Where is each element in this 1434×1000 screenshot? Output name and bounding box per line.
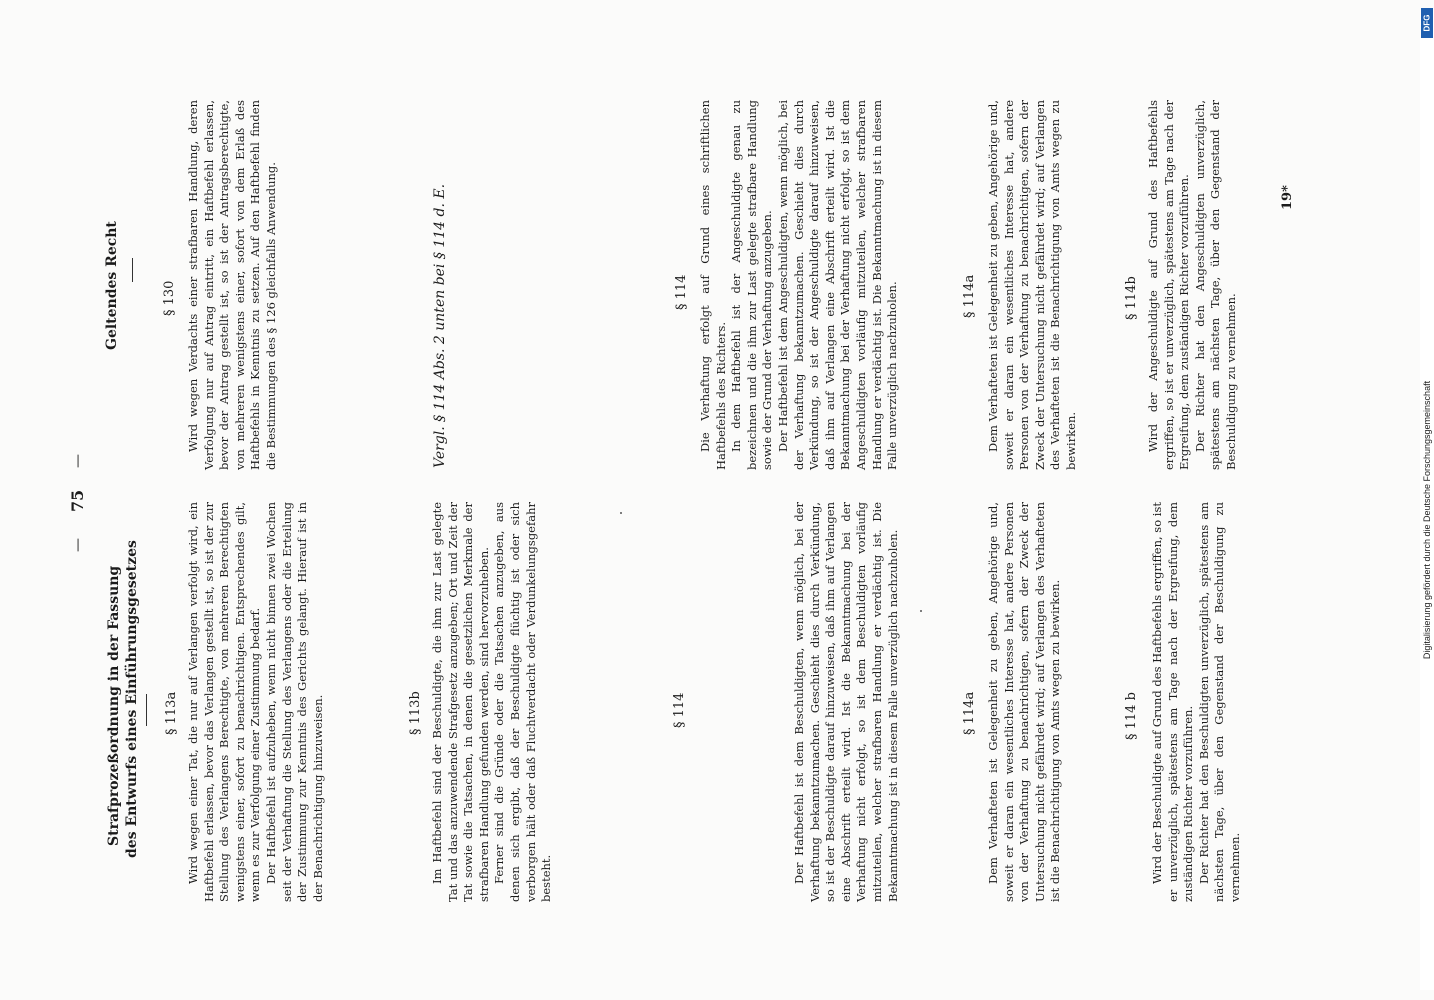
s113b-para-2: Ferner sind die Gründe oder die Tatsachen anzugeben, aus denen sich ergibt, daß der Beschuldigte flüchtig ist oder sich verborgen hält oder daß Fluchtverdacht oder Verdunkelungsgefahr besteht. (492, 502, 554, 902)
scan-speck (620, 512, 622, 514)
s113a-text (186, 502, 326, 902)
right-s114-para-2: In dem Haftbefehl ist der Angeschuldigte genau zu bezeichnen und die ihm zur Last gelegte strafbare Handlung sowie der Grund der Verhaftung anzugeben. (729, 100, 775, 470)
right-heading: Geltendes Recht (104, 221, 120, 350)
left-heading-line2: des Entwurfs eines Einführungsgesetzes (124, 540, 140, 858)
left-s114b-para-2: Der Richter hat den Beschuldigten unverzüglich, spätestens am nächsten Tage, über den Gegenstand der Beschuldigung zu vernehmen. (1196, 502, 1242, 902)
s130-para-1: Wird wegen Verdachts einer strafbaren Handlung, deren Verfolgung nur auf Antrag eintritt, ein Haftbefehl erlassen, bevor der Antrag gestellt ist, so ist der Antragsberechtigte, von mehreren wenigstens einer, sofort von dem Erlaß des Haftbefehls in Kenntnis zu setzen. Auf den Haftbefehl finden die Bestimmungen des § 126 gleichfalls Anwendung. (186, 100, 278, 470)
left-s114a-text (986, 502, 1064, 902)
reference-note: Vergl. § 114 Abs. 2 unten bei § 114 d. E. (432, 183, 448, 468)
page-number: 75 (68, 489, 87, 512)
left-s114-para-1: Der Haftbefehl ist dem Beschuldigten, wenn möglich, bei der Verhaftung bekanntzumachen. Geschieht dies durch Verkündung, so ist der Beschuldigte darauf hinzuweisen, daß ihm auf Verlangen eine Abschrift erteilt wird. Ist die Bekanntmachung bei der Verhaftung nicht erfolgt, so ist dem Beschuldigten vorläufig mitzuteilen, welcher strafbaren Handlung er verdächtig ist. Die Bekanntmachung ist in diesem Falle unverzüglich nachzuholen. (792, 502, 900, 902)
right-s114b-para-1: Wird der Angeschuldigte auf Grund des Haftbefehls ergriffen, so ist er unverzüglich, spätestens am Tage nach der Ergreifung, dem zuständigen Richter vorzuführen. (1146, 100, 1192, 470)
right-heading-rule (132, 258, 133, 282)
right-s114b-text (1146, 100, 1240, 470)
left-s114a-title: § 114a (962, 691, 977, 735)
dfg-logo-text: DFG (1422, 14, 1432, 32)
right-s114-title: § 114 (674, 274, 689, 310)
s113a-para-1: Wird wegen einer Tat, die nur auf Verlangen verfolgt wird, ein Haftbefehl erlassen, bevor das Verlangen gestellt ist, so ist der zur Stellung des Verlangens Berechtigte, von mehreren Berechtigten wenigstens einer, sofort zu benachrichtigen. Entsprechendes gilt, wenn es zur Verfolgung einer Zustimmung bedarf. (186, 502, 263, 902)
s113a-para-2: Der Haftbefehl ist aufzuheben, wenn nicht binnen zwei Wochen seit der Verhaftung die Stellung des Verlangens oder die Erteilung der Zustimmung zur Kenntnis des Gerichts gelangt. Hierauf ist in der Benachrichtigung hinzuweisen. (263, 502, 325, 902)
heading-rule (146, 694, 147, 726)
left-s114-text (792, 502, 901, 902)
page-dash-right: — (70, 454, 86, 468)
left-s114a-para-1: Dem Verhafteten ist Gelegenheit zu geben, Angehörige und, soweit er daran ein wesentliches Interesse hat, andere Personen von der Verhaftung zu benachrichtigen, sofern der Zweck der Untersuchung nicht gefährdet wird; auf Verlangen des Verhafteten ist die Benachrichtigung von Amts wegen zu bewirken. (986, 502, 1063, 902)
right-s114-para-3: Der Haftbefehl ist dem Angeschuldigten, wenn möglich, bei der Verhaftung bekanntzumachen. Geschieht dies durch Verkündung, so ist der Angeschuldigte darauf hinzuweisen, daß ihm auf Verlangen eine Abschrift erteilt wird. Ist die Bekanntmachung bei der Verhaftung nicht erfolgt, so ist dem Angeschuldigten vorläufig mitzuteilen, welcher strafbaren Handlung er verdächtig ist. Die Bekanntmachung ist in diesem Falle unverzüglich nachzuholen. (775, 100, 900, 470)
page-dash-left: — (70, 538, 86, 552)
right-s114b-para-2: Der Richter hat den Angeschuldigten unverzüglich, spätestens am nächsten Tage, über den Gegenstand der Beschuldigung zu vernehmen. (1192, 100, 1238, 470)
digitization-note: Digitalisierung gefördert durch die Deutsche Forschungsgemeinschaft (1422, 380, 1432, 660)
signature-mark: 19* (1280, 185, 1295, 210)
left-s114b-title: § 114 b (1124, 692, 1139, 740)
left-s114-title: § 114 (672, 692, 687, 728)
left-s114b-para-1: Wird der Beschuldigte auf Grund des Haftbefehls ergriffen, so ist er unverzüglich, spätestens am Tage nach der Ergreifung, dem zuständigen Richter vorzuführen. (1150, 502, 1196, 902)
s130-title: § 130 (162, 280, 177, 316)
left-heading-line1: Strafprozeßordnung in der Fassung (106, 565, 122, 846)
right-s114-para-1: Die Verhaftung erfolgt auf Grund eines schriftlichen Haftbefehls des Richters. (698, 100, 728, 470)
s130-text (186, 100, 280, 470)
right-s114-text (698, 100, 901, 470)
left-s114b-text (1150, 502, 1244, 902)
scan-speck (920, 610, 922, 612)
s113b-text (430, 502, 555, 902)
right-s114b-title: § 114b (1124, 276, 1139, 320)
s113b-para-1: Im Haftbefehl sind der Beschuldigte, die ihm zur Last gelegte Tat und das anzuwendende Strafgesetz anzugeben; Ort und Zeit der Tat sowie die Tatsachen, in denen die gesetzlichen Merkmale der strafbaren Handlung gefunden werden, sind hervorzuheben. (430, 502, 491, 902)
dfg-logo (1421, 8, 1433, 38)
right-s114a-para-1: Dem Verhafteten ist Gelegenheit zu geben, Angehörige und, soweit er daran ein wesentliches Interesse hat, andere Personen von der Verhaftung zu benachrichtigen, sofern der Zweck der Untersuchung nicht gefährdet wird; auf Verlangen des Verhafteten ist die Benachrichtigung von Amts wegen zu bewirken. (986, 100, 1078, 470)
s113b-title: § 113b (408, 691, 423, 735)
right-s114a-text (986, 100, 1080, 470)
s113a-title: § 113a (164, 691, 179, 735)
right-s114a-title: § 114a (962, 274, 977, 318)
